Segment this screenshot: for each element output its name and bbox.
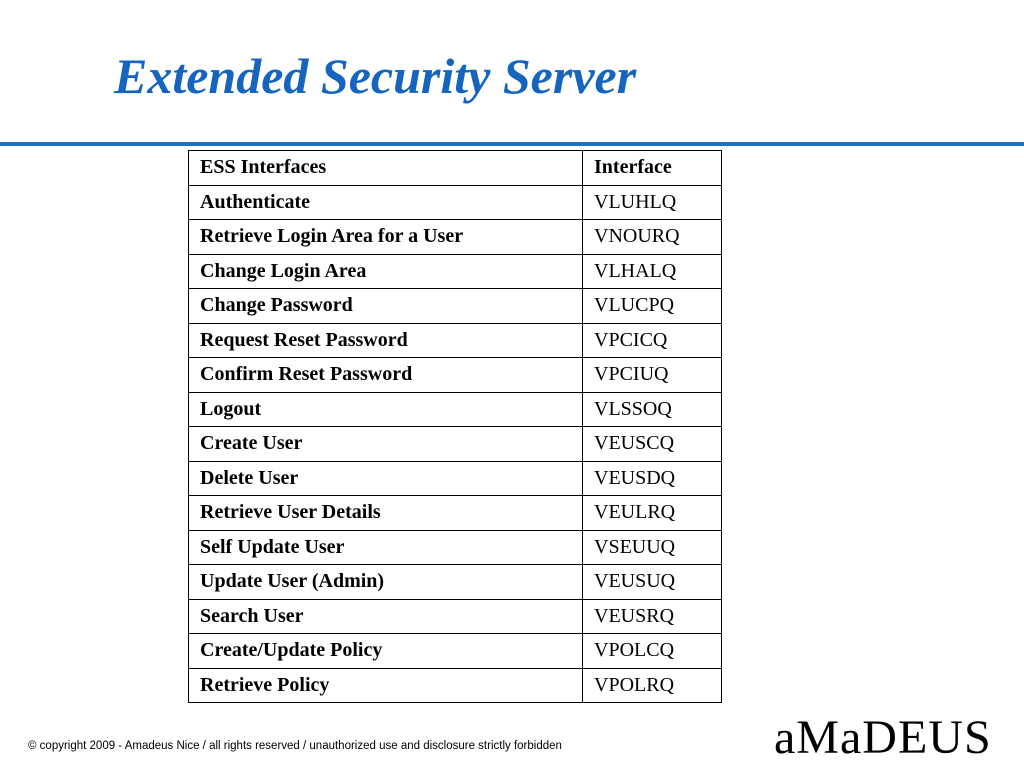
table-row [189,220,722,255]
table-row [189,599,722,634]
table-row [189,254,722,289]
table-row [189,289,722,324]
header-interface: Interface [583,151,722,186]
interface-code: VEULRQ [583,496,722,531]
interface-code: VSEUUQ [583,530,722,565]
interface-code: VEUSUQ [583,565,722,600]
table-row [189,461,722,496]
table-row [189,565,722,600]
title-divider [0,142,1024,146]
interface-code: VLUHLQ [583,185,722,220]
interface-code: VLHALQ [583,254,722,289]
interface-name: Delete User [189,461,583,496]
interface-name: Retrieve User Details [189,496,583,531]
interface-name: Create/Update Policy [189,634,583,669]
table-row [189,427,722,462]
interface-code: VNOURQ [583,220,722,255]
interface-code: VEUSDQ [583,461,722,496]
interface-name: Search User [189,599,583,634]
interface-code: VPOLRQ [583,668,722,703]
table-row [189,358,722,393]
slide-title: Extended Security Server [114,48,637,104]
interface-name: Change Password [189,289,583,324]
header-ess-interfaces: ESS Interfaces [189,151,583,186]
table-row [189,634,722,669]
table-row [189,392,722,427]
interface-name: Update User (Admin) [189,565,583,600]
interface-code: VLUCPQ [583,289,722,324]
table-header-row [189,151,722,186]
interface-name: Change Login Area [189,254,583,289]
interface-name: Retrieve Policy [189,668,583,703]
table-row [189,323,722,358]
interface-name: Retrieve Login Area for a User [189,220,583,255]
interface-name: Request Reset Password [189,323,583,358]
interface-name: Create User [189,427,583,462]
interface-code: VLSSOQ [583,392,722,427]
ess-interfaces-table [188,150,722,703]
interface-name: Authenticate [189,185,583,220]
interface-name: Confirm Reset Password [189,358,583,393]
interface-name: Self Update User [189,530,583,565]
interface-code: VPOLCQ [583,634,722,669]
interface-code: VPCICQ [583,323,722,358]
table-row [189,530,722,565]
amadeus-logo: aMaDEUS [774,711,992,764]
table-row [189,668,722,703]
table-row [189,496,722,531]
copyright-notice: © copyright 2009 - Amadeus Nice / all rights reserved / unauthorized use and disclosure strictly forbidden [28,740,562,752]
interface-code: VEUSCQ [583,427,722,462]
table-row [189,185,722,220]
interface-code: VEUSRQ [583,599,722,634]
interface-name: Logout [189,392,583,427]
interface-code: VPCIUQ [583,358,722,393]
